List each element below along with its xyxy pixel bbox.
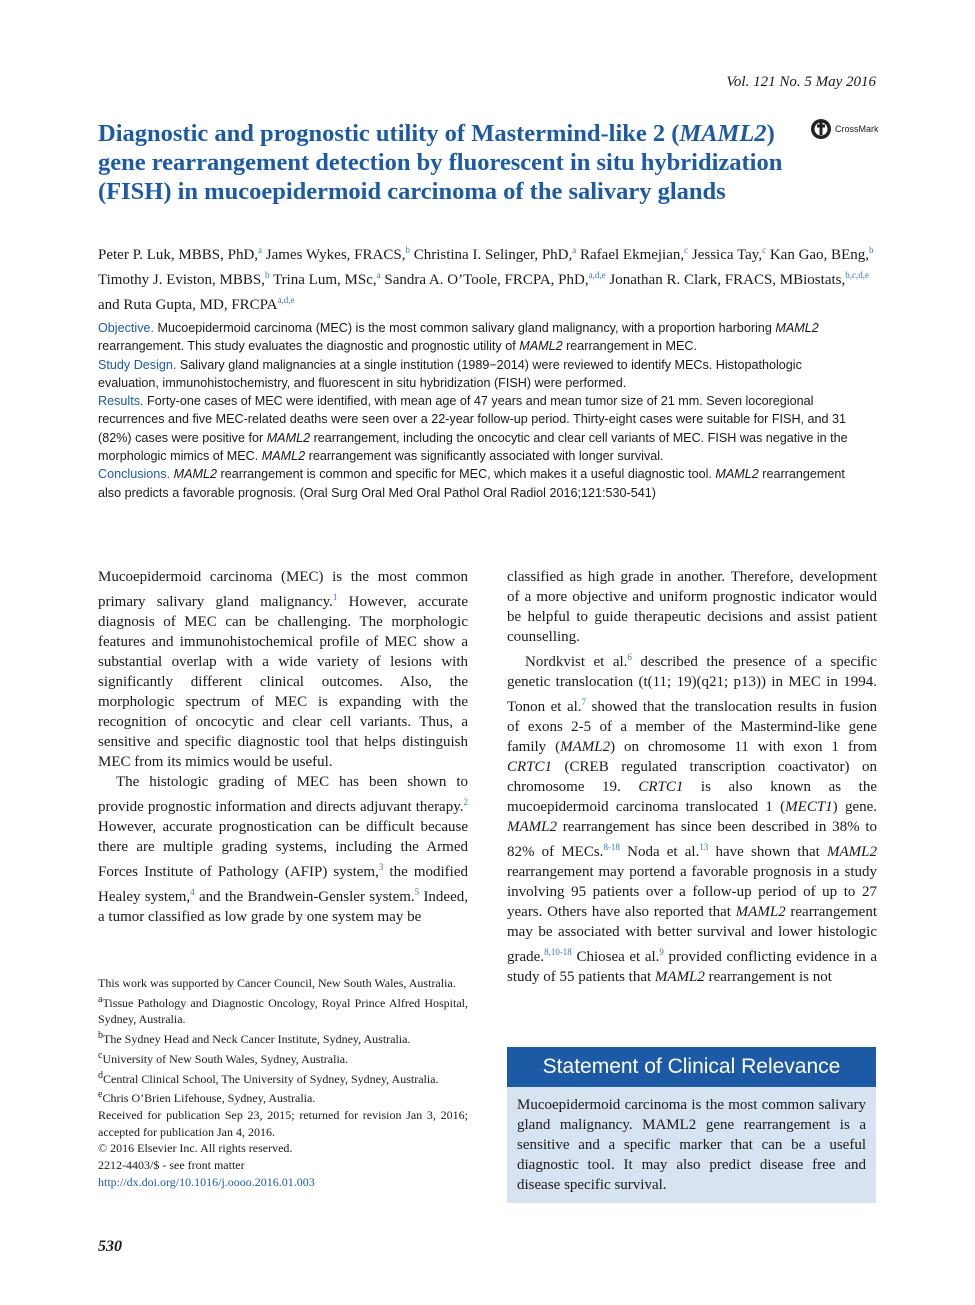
abstract-design — [98, 356, 858, 393]
author-affiliation: b — [405, 245, 410, 255]
author-name: Rafael Ekmejian, — [576, 247, 685, 263]
abstract-objective — [98, 319, 858, 356]
text: rearrangement is not — [704, 969, 832, 985]
author-affiliation: a — [258, 245, 263, 255]
affiliation-key: e — [98, 1089, 103, 1101]
author-affiliation: a — [376, 270, 381, 280]
author-name: Peter P. Luk, MBBS, PhD, — [98, 247, 259, 263]
citation-link[interactable]: 4 — [190, 887, 195, 897]
crossmark-icon — [810, 118, 832, 140]
author-affiliation: a,d,e — [277, 295, 295, 305]
citation-link[interactable]: 5 — [414, 887, 420, 897]
text: have shown that — [708, 844, 828, 860]
results-text: Forty-one cases of MEC were identified, with mean age of 47 years and mean tumor size of 21 mm. Seven locoregional recurrences and five MEC-related deaths were seen over a 22-year follow-up period. Thirty-eight cases were suitable for FISH, and 31 (82%) cases were positive for — [98, 394, 847, 445]
author-name: Christina I. Selinger, PhD, — [409, 247, 573, 263]
gene-name: CRTC1 — [507, 759, 553, 775]
gene-name: MAML2 — [775, 321, 819, 335]
objective-text: Mucoepidermoid carcinoma (MEC) is the most common salivary gland malignancy, with a proportion harboring — [154, 321, 776, 335]
affiliation-key: b — [98, 1030, 103, 1042]
conclusions-label: Conclusions. — [98, 467, 171, 482]
text: rearrangement may portend a favorable prognosis in a study involving 95 patients over a follow-up period of up to 27 years. Others have also reported that — [507, 864, 877, 920]
affiliation-d — [98, 1068, 468, 1088]
results-text: rearrangement was significantly associated with longer survival. — [305, 449, 664, 464]
text: The histologic grading of MEC has been shown to provide prognostic information and directs adjuvant therapy. — [98, 774, 468, 815]
affiliation-key: a — [98, 993, 103, 1005]
affiliation-key: c — [98, 1049, 103, 1061]
author-affiliation: a,d,e — [588, 270, 606, 280]
text: described the presence of a specific genetic translocation (t(11; 19)(q21; p13)) in MEC in 1994. Tonon et al. — [507, 654, 878, 715]
clinical-relevance-box — [507, 1047, 876, 1203]
citation-link[interactable]: 8-18 — [603, 842, 620, 852]
results-text: rearrangement, including the oncocytic and clear cell variants of MEC. FISH was negative in the morphologic mimics of MEC. — [98, 430, 848, 464]
received-dates: Received for publication Sep 23, 2015; returned for revision Jan 3, 2016; accepted for publication Jan 4, 2016. — [98, 1107, 468, 1139]
citation-link[interactable]: 7 — [581, 697, 587, 707]
citation-link[interactable]: 8,10-18 — [544, 947, 572, 957]
design-label: Study Design. — [98, 357, 177, 372]
gene-name: CRTC1 — [638, 779, 684, 795]
author-affiliation: a — [572, 245, 577, 255]
author-name: Trina Lum, MSc, — [269, 272, 377, 288]
clinical-relevance-text: Mucoepidermoid carcinoma is the most common salivary gland malignancy. MAML2 gene rearrangement is a sensitive and a specific marker that can be a useful diagnostic tool. It may also predict disease free and disease specific survival. — [507, 1087, 876, 1203]
author-affiliation: c — [684, 245, 689, 255]
gene-name: MAML2 — [715, 467, 759, 482]
objective-text: rearrangement. This study evaluates the diagnostic and prognostic utility of — [98, 339, 520, 354]
abstract — [98, 319, 858, 502]
crossmark-badge[interactable] — [810, 118, 879, 140]
gene-name: MECT1 — [785, 799, 833, 815]
affiliation-text: Tissue Pathology and Diagnostic Oncology, Royal Prince Alfred Hospital, Sydney, Australia. — [98, 995, 468, 1027]
text: is also known as the mucoepidermoid carcinoma translocated 1 ( — [507, 779, 877, 815]
paragraph: classified as high grade in another. Therefore, development of a more objective and uniform prognostic indicator would be helpful to guide therapeutic decisions and assist patient counselling. — [507, 569, 877, 645]
text: Nordkvist et al. — [525, 654, 628, 670]
page-number: 530 — [98, 1238, 122, 1255]
title-gene: MAML2 — [679, 120, 767, 147]
conclusions-text: rearrangement also predicts a favorable prognosis. (Oral Surg Oral Med Oral Pathol Oral Radiol 2016;121:530-541) — [98, 467, 845, 500]
affiliation-text: Central Clinical School, The University of Sydney, Sydney, Australia. — [103, 1071, 439, 1086]
text: ) gene. — [832, 799, 878, 815]
text: (CREB regulated transcription coactivator) on chromosome 19. — [507, 759, 877, 795]
affiliation-text: Chris O’Brien Lifehouse, Sydney, Australia. — [102, 1091, 316, 1106]
gene-name: MAML2 — [827, 844, 878, 860]
abstract-results — [98, 392, 858, 465]
author-affiliation: b — [868, 245, 874, 255]
text: However, accurate diagnosis of MEC can be challenging. The morphologic features and immunohistochemical profile of MEC show a substantial overlap with a wide variety of lesions with significantly different clinical outcomes. Also, the morphologic spectrum of MEC is expanding with the recognition of oncocytic and clear cell variants. Thus, a sensitive and specific diagnostic tool that helps distinguish MEC from its mimics would be useful. — [98, 594, 469, 770]
text: the modified Healey system, — [98, 864, 468, 905]
journal-issue: Vol. 121 No. 5 May 2016 — [726, 74, 876, 90]
conclusions-text: rearrangement is common and specific for MEC, which makes it a useful diagnostic tool. — [217, 467, 716, 482]
paragraph — [507, 647, 877, 987]
text: provided conflicting evidence in a study of 55 patients that — [507, 949, 877, 985]
objective-text: rearrangement in MEC. — [562, 339, 697, 354]
text: rearrangement has since been described in 38% to 82% of MECs. — [507, 819, 877, 860]
affiliation-key: d — [98, 1069, 103, 1081]
affiliation-c — [98, 1048, 468, 1068]
text: rearrangement may be associated with better survival and lower histologic grade. — [507, 904, 878, 965]
text: Noda et al. — [619, 844, 700, 860]
crossmark-label: CrossMark — [835, 124, 879, 134]
text: showed that the translocation results in fusion of exons 2-5 of a member of the Mastermind-like gene family ( — [507, 699, 878, 755]
citation-link[interactable]: 6 — [627, 652, 632, 662]
footnotes — [98, 975, 468, 1190]
author-affiliation: c — [762, 245, 767, 255]
author-name: Jessica Tay, — [688, 247, 763, 263]
copyright: © 2016 Elsevier Inc. All rights reserved. — [98, 1141, 293, 1156]
affiliation-b — [98, 1028, 468, 1048]
citation-link[interactable]: 9 — [659, 947, 664, 957]
author-list — [98, 240, 878, 315]
design-text: Salivary gland malignancies at a single institution (1989−2014) were reviewed to identify MECs. Histopathologic evaluation, immunohistochemistry, and fluorescent in situ hybridization (FISH) were performed. — [98, 357, 802, 390]
text: Indeed, a tumor classified as low grade by one system may be — [98, 889, 468, 925]
citation-link[interactable]: 13 — [699, 842, 709, 852]
author-name: Jonathan R. Clark, FRACS, MBiostats, — [605, 272, 846, 288]
affiliation-e — [98, 1087, 468, 1107]
issn: 2212-4403/$ - see front matter — [98, 1158, 245, 1173]
gene-name: MAML2 — [170, 467, 217, 482]
text: Chiosea et al. — [571, 949, 660, 965]
author-affiliation: b,c,d,e — [845, 270, 869, 280]
gene-name: MAML2 — [560, 739, 611, 755]
author-name: Timothy J. Eviston, MBBS, — [98, 272, 265, 288]
results-label: Results. — [98, 394, 144, 409]
funding-note: This work was supported by Cancer Council, New South Wales, Australia. — [98, 976, 456, 990]
text: Mucoepidermoid carcinoma (MEC) is the most common primary salivary gland malignancy. — [98, 569, 468, 610]
title-part: ) gene rearrangement detection by fluorescent in situ hybridization (FISH) in mucoepidermoid carcinoma of the salivary glands — [98, 120, 783, 205]
doi — [98, 1174, 468, 1191]
body-column-left — [98, 567, 468, 927]
paragraph — [98, 772, 468, 927]
paragraph — [98, 567, 468, 772]
text: ) on chromosome 11 with exon 1 from — [610, 739, 878, 755]
text: and the Brandwein-Gensler system. — [194, 889, 415, 905]
abstract-conclusions — [98, 465, 858, 502]
affiliation-a — [98, 992, 468, 1028]
clinical-relevance-heading: Statement of Clinical Relevance — [507, 1047, 876, 1087]
citation-link[interactable]: 3 — [378, 862, 384, 872]
gene-name: MAML2 — [507, 819, 557, 835]
author-name: Sandra A. O’Toole, FRCPA, PhD, — [380, 272, 589, 288]
doi-link[interactable]: http://dx.doi.org/10.1016/j.oooo.2016.01.003 — [98, 1174, 315, 1189]
text: However, accurate prognostication can be difficult because there are multiple grading systems, including the Armed Forces Institute of Pathology (AFIP) system, — [98, 819, 468, 880]
article-title — [98, 119, 788, 206]
gene-name: MAML2 — [654, 969, 705, 985]
title-part: Diagnostic and prognostic utility of Mastermind-like 2 ( — [98, 120, 680, 147]
affiliation-text: The Sydney Head and Neck Cancer Institute, Sydney, Australia. — [103, 1032, 411, 1047]
gene-name: MAML2 — [261, 449, 306, 464]
body-column-right — [507, 567, 877, 987]
author-name: and Ruta Gupta, MD, FRCPA — [98, 297, 278, 313]
author-affiliation: b — [265, 270, 270, 280]
affiliation-text: University of New South Wales, Sydney, Australia. — [102, 1051, 349, 1066]
citation-link[interactable]: 2 — [463, 797, 468, 807]
author-name: James Wykes, FRACS, — [262, 247, 406, 263]
author-name: Kan Gao, BEng, — [766, 247, 869, 263]
gene-name: MAML2 — [735, 904, 786, 920]
gene-name: MAML2 — [266, 430, 311, 445]
gene-name: MAML2 — [519, 339, 563, 354]
objective-label: Objective. — [98, 321, 154, 335]
citation-link[interactable]: 1 — [332, 592, 338, 602]
